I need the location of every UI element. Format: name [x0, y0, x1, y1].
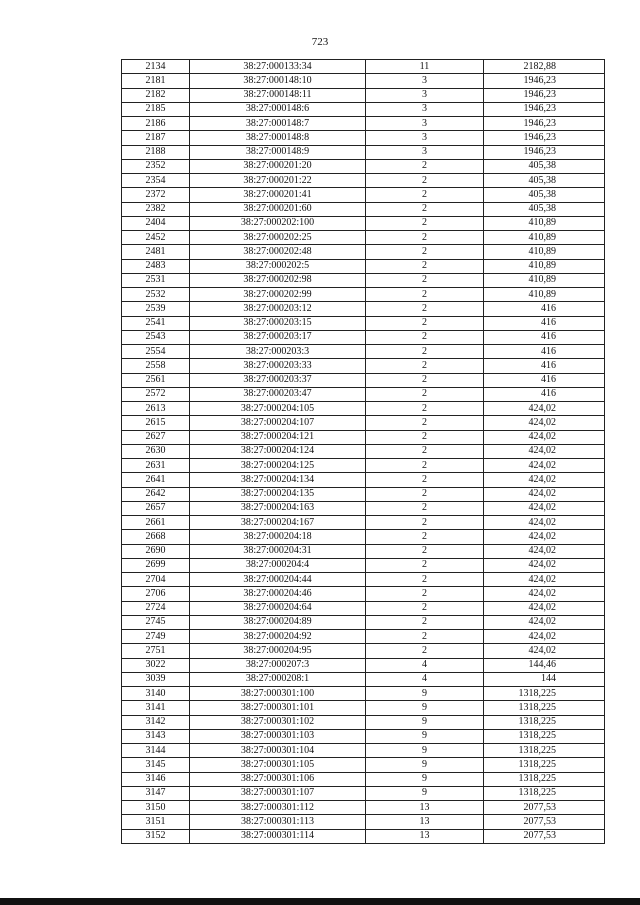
row-number-cell: 2642 — [122, 487, 190, 501]
area-cell: 424,02 — [484, 501, 605, 515]
area-cell: 416 — [484, 373, 605, 387]
cadastral-number-cell: 38:27:000204:95 — [190, 644, 366, 658]
row-number-cell: 2572 — [122, 387, 190, 401]
count-cell: 3 — [366, 131, 484, 145]
cadastral-number-cell: 38:27:000204:64 — [190, 601, 366, 615]
area-cell: 424,02 — [484, 573, 605, 587]
table-row — [122, 772, 605, 786]
area-cell: 410,89 — [484, 245, 605, 259]
table-row — [122, 687, 605, 701]
row-number-cell: 2181 — [122, 74, 190, 88]
area-cell: 1318,225 — [484, 701, 605, 715]
table-row — [122, 302, 605, 316]
table-row — [122, 715, 605, 729]
cadastral-number-cell: 38:27:000201:22 — [190, 174, 366, 188]
area-cell: 144,46 — [484, 658, 605, 672]
table-row — [122, 758, 605, 772]
cadastral-number-cell: 38:27:000204:18 — [190, 530, 366, 544]
table-row — [122, 487, 605, 501]
row-number-cell: 2615 — [122, 416, 190, 430]
table-row — [122, 131, 605, 145]
area-cell: 1318,225 — [484, 744, 605, 758]
count-cell: 2 — [366, 630, 484, 644]
row-number-cell: 3144 — [122, 744, 190, 758]
count-cell: 2 — [366, 330, 484, 344]
area-cell: 405,38 — [484, 202, 605, 216]
table-row — [122, 416, 605, 430]
cadastral-number-cell: 38:27:000202:98 — [190, 273, 366, 287]
row-number-cell: 3140 — [122, 687, 190, 701]
row-number-cell: 2543 — [122, 330, 190, 344]
area-cell: 410,89 — [484, 273, 605, 287]
count-cell: 3 — [366, 117, 484, 131]
area-cell: 424,02 — [484, 444, 605, 458]
cadastral-number-cell: 38:27:000133:34 — [190, 60, 366, 74]
table-row — [122, 444, 605, 458]
area-cell: 1318,225 — [484, 687, 605, 701]
count-cell: 9 — [366, 729, 484, 743]
cadastral-number-cell: 38:27:000148:10 — [190, 74, 366, 88]
table-row — [122, 288, 605, 302]
cadastral-number-cell: 38:27:000204:163 — [190, 501, 366, 515]
count-cell: 9 — [366, 758, 484, 772]
row-number-cell: 2668 — [122, 530, 190, 544]
area-cell: 1946,23 — [484, 102, 605, 116]
row-number-cell: 2354 — [122, 174, 190, 188]
cadastral-number-cell: 38:27:000207:3 — [190, 658, 366, 672]
count-cell: 4 — [366, 672, 484, 686]
row-number-cell: 2690 — [122, 544, 190, 558]
row-number-cell: 2539 — [122, 302, 190, 316]
count-cell: 2 — [366, 159, 484, 173]
area-cell: 424,02 — [484, 430, 605, 444]
table-row — [122, 530, 605, 544]
table-row — [122, 744, 605, 758]
area-cell: 424,02 — [484, 402, 605, 416]
table-row — [122, 188, 605, 202]
count-cell: 2 — [366, 587, 484, 601]
table-row — [122, 330, 605, 344]
count-cell: 2 — [366, 402, 484, 416]
table-row — [122, 273, 605, 287]
table-row — [122, 615, 605, 629]
area-cell: 1946,23 — [484, 117, 605, 131]
table-row — [122, 74, 605, 88]
cadastral-number-cell: 38:27:000148:9 — [190, 145, 366, 159]
area-cell: 424,02 — [484, 416, 605, 430]
count-cell: 3 — [366, 145, 484, 159]
area-cell: 424,02 — [484, 459, 605, 473]
cadastral-number-cell: 38:27:000301:102 — [190, 715, 366, 729]
cadastral-number-cell: 38:27:000203:15 — [190, 316, 366, 330]
count-cell: 13 — [366, 801, 484, 815]
row-number-cell: 2483 — [122, 259, 190, 273]
count-cell: 2 — [366, 345, 484, 359]
table-row — [122, 231, 605, 245]
count-cell: 2 — [366, 202, 484, 216]
row-number-cell: 2724 — [122, 601, 190, 615]
table-row — [122, 501, 605, 515]
cadastral-number-cell: 38:27:000148:11 — [190, 88, 366, 102]
cadastral-number-cell: 38:27:000204:92 — [190, 630, 366, 644]
area-cell: 1318,225 — [484, 715, 605, 729]
cadastral-number-cell: 38:27:000202:99 — [190, 288, 366, 302]
area-cell: 2182,88 — [484, 60, 605, 74]
count-cell: 9 — [366, 744, 484, 758]
count-cell: 2 — [366, 644, 484, 658]
count-cell: 2 — [366, 245, 484, 259]
count-cell: 2 — [366, 601, 484, 615]
table-row — [122, 544, 605, 558]
table-row — [122, 316, 605, 330]
row-number-cell: 2699 — [122, 558, 190, 572]
area-cell: 410,89 — [484, 231, 605, 245]
count-cell: 2 — [366, 516, 484, 530]
area-cell: 424,02 — [484, 644, 605, 658]
table-row — [122, 630, 605, 644]
cadastral-number-cell: 38:27:000202:48 — [190, 245, 366, 259]
row-number-cell: 2613 — [122, 402, 190, 416]
cadastral-number-cell: 38:27:000301:104 — [190, 744, 366, 758]
area-cell: 2077,53 — [484, 829, 605, 843]
table-row — [122, 829, 605, 843]
count-cell: 2 — [366, 473, 484, 487]
cadastral-number-cell: 38:27:000203:3 — [190, 345, 366, 359]
table-row — [122, 786, 605, 800]
row-number-cell: 2134 — [122, 60, 190, 74]
row-number-cell: 3022 — [122, 658, 190, 672]
row-number-cell: 2554 — [122, 345, 190, 359]
area-cell: 1946,23 — [484, 74, 605, 88]
table-row — [122, 245, 605, 259]
cadastral-number-cell: 38:27:000202:5 — [190, 259, 366, 273]
count-cell: 2 — [366, 174, 484, 188]
area-cell: 410,89 — [484, 216, 605, 230]
table-row — [122, 145, 605, 159]
row-number-cell: 2661 — [122, 516, 190, 530]
row-number-cell: 2187 — [122, 131, 190, 145]
row-number-cell: 2186 — [122, 117, 190, 131]
page-number: 723 — [311, 36, 329, 48]
count-cell: 9 — [366, 715, 484, 729]
count-cell: 2 — [366, 259, 484, 273]
count-cell: 3 — [366, 74, 484, 88]
cadastral-number-cell: 38:27:000204:135 — [190, 487, 366, 501]
row-number-cell: 2627 — [122, 430, 190, 444]
cadastral-number-cell: 38:27:000201:60 — [190, 202, 366, 216]
area-cell: 1946,23 — [484, 131, 605, 145]
cadastral-number-cell: 38:27:000208:1 — [190, 672, 366, 686]
area-cell: 416 — [484, 345, 605, 359]
area-cell: 416 — [484, 359, 605, 373]
count-cell: 2 — [366, 544, 484, 558]
count-cell: 9 — [366, 687, 484, 701]
area-cell: 424,02 — [484, 558, 605, 572]
count-cell: 4 — [366, 658, 484, 672]
cadastral-number-cell: 38:27:000204:121 — [190, 430, 366, 444]
area-cell: 410,89 — [484, 288, 605, 302]
table-row — [122, 373, 605, 387]
table-row — [122, 159, 605, 173]
table-row — [122, 430, 605, 444]
count-cell: 2 — [366, 444, 484, 458]
table-row — [122, 102, 605, 116]
cadastral-number-cell: 38:27:000148:8 — [190, 131, 366, 145]
count-cell: 2 — [366, 288, 484, 302]
row-number-cell: 2404 — [122, 216, 190, 230]
area-cell: 424,02 — [484, 530, 605, 544]
cadastral-number-cell: 38:27:000204:107 — [190, 416, 366, 430]
cadastral-number-cell: 38:27:000203:47 — [190, 387, 366, 401]
row-number-cell: 2630 — [122, 444, 190, 458]
cadastral-number-cell: 38:27:000204:124 — [190, 444, 366, 458]
row-number-cell: 2657 — [122, 501, 190, 515]
table-row — [122, 516, 605, 530]
table-row — [122, 573, 605, 587]
count-cell: 9 — [366, 786, 484, 800]
cadastral-number-cell: 38:27:000203:12 — [190, 302, 366, 316]
area-cell: 424,02 — [484, 615, 605, 629]
table-row — [122, 473, 605, 487]
count-cell: 2 — [366, 273, 484, 287]
cadastral-number-cell: 38:27:000148:7 — [190, 117, 366, 131]
area-cell: 405,38 — [484, 174, 605, 188]
cadastral-number-cell: 38:27:000203:37 — [190, 373, 366, 387]
cadastral-number-cell: 38:27:000204:4 — [190, 558, 366, 572]
row-number-cell: 3151 — [122, 815, 190, 829]
cadastral-number-cell: 38:27:000201:41 — [190, 188, 366, 202]
area-cell: 1946,23 — [484, 145, 605, 159]
table-row — [122, 601, 605, 615]
cadastral-number-cell: 38:27:000301:103 — [190, 729, 366, 743]
count-cell: 2 — [366, 459, 484, 473]
count-cell: 2 — [366, 573, 484, 587]
area-cell: 424,02 — [484, 487, 605, 501]
cadastral-number-cell: 38:27:000204:46 — [190, 587, 366, 601]
row-number-cell: 3146 — [122, 772, 190, 786]
table-row — [122, 701, 605, 715]
area-cell: 424,02 — [484, 473, 605, 487]
count-cell: 2 — [366, 359, 484, 373]
cadastral-number-cell: 38:27:000301:114 — [190, 829, 366, 843]
count-cell: 13 — [366, 815, 484, 829]
cadastral-number-cell: 38:27:000204:89 — [190, 615, 366, 629]
cadastral-number-cell: 38:27:000148:6 — [190, 102, 366, 116]
count-cell: 2 — [366, 558, 484, 572]
count-cell: 2 — [366, 316, 484, 330]
row-number-cell: 3145 — [122, 758, 190, 772]
cadastral-number-cell: 38:27:000204:44 — [190, 573, 366, 587]
cadastral-number-cell: 38:27:000301:105 — [190, 758, 366, 772]
row-number-cell: 3150 — [122, 801, 190, 815]
area-cell: 424,02 — [484, 516, 605, 530]
count-cell: 2 — [366, 615, 484, 629]
table-row — [122, 672, 605, 686]
area-cell: 405,38 — [484, 159, 605, 173]
table-body — [122, 60, 605, 844]
cadastral-number-cell: 38:27:000301:113 — [190, 815, 366, 829]
cadastral-number-cell: 38:27:000301:112 — [190, 801, 366, 815]
count-cell: 2 — [366, 487, 484, 501]
count-cell: 2 — [366, 387, 484, 401]
area-cell: 2077,53 — [484, 815, 605, 829]
cadastral-number-cell: 38:27:000301:100 — [190, 687, 366, 701]
count-cell: 11 — [366, 60, 484, 74]
row-number-cell: 2641 — [122, 473, 190, 487]
table-row — [122, 117, 605, 131]
area-cell: 1318,225 — [484, 772, 605, 786]
table-row — [122, 587, 605, 601]
count-cell: 3 — [366, 88, 484, 102]
area-cell: 1318,225 — [484, 786, 605, 800]
count-cell: 2 — [366, 501, 484, 515]
area-cell: 1318,225 — [484, 758, 605, 772]
area-cell: 1946,23 — [484, 88, 605, 102]
table-row — [122, 558, 605, 572]
cadastral-number-cell: 38:27:000301:107 — [190, 786, 366, 800]
cadastral-number-cell: 38:27:000204:105 — [190, 402, 366, 416]
count-cell: 2 — [366, 231, 484, 245]
row-number-cell: 2372 — [122, 188, 190, 202]
area-cell: 416 — [484, 330, 605, 344]
table-row — [122, 359, 605, 373]
scan-edge-bar — [0, 898, 640, 905]
data-table — [121, 59, 605, 844]
row-number-cell: 2185 — [122, 102, 190, 116]
row-number-cell: 2182 — [122, 88, 190, 102]
cadastral-number-cell: 38:27:000202:100 — [190, 216, 366, 230]
row-number-cell: 2704 — [122, 573, 190, 587]
row-number-cell: 3143 — [122, 729, 190, 743]
count-cell: 9 — [366, 701, 484, 715]
cadastral-number-cell: 38:27:000204:167 — [190, 516, 366, 530]
area-cell: 424,02 — [484, 587, 605, 601]
cadastral-number-cell: 38:27:000203:17 — [190, 330, 366, 344]
table-row — [122, 801, 605, 815]
count-cell: 2 — [366, 530, 484, 544]
table-row — [122, 658, 605, 672]
row-number-cell: 2531 — [122, 273, 190, 287]
table-row — [122, 60, 605, 74]
row-number-cell: 2749 — [122, 630, 190, 644]
row-number-cell: 3141 — [122, 701, 190, 715]
table-row — [122, 459, 605, 473]
cadastral-number-cell: 38:27:000201:20 — [190, 159, 366, 173]
row-number-cell: 3152 — [122, 829, 190, 843]
row-number-cell: 2631 — [122, 459, 190, 473]
table-row — [122, 815, 605, 829]
table-row — [122, 644, 605, 658]
table-row — [122, 88, 605, 102]
table-row — [122, 387, 605, 401]
count-cell: 9 — [366, 772, 484, 786]
table-row — [122, 259, 605, 273]
cadastral-number-cell: 38:27:000301:106 — [190, 772, 366, 786]
table-row — [122, 729, 605, 743]
cadastral-number-cell: 38:27:000204:125 — [190, 459, 366, 473]
area-cell: 410,89 — [484, 259, 605, 273]
table-row — [122, 402, 605, 416]
row-number-cell: 2561 — [122, 373, 190, 387]
count-cell: 2 — [366, 216, 484, 230]
row-number-cell: 3147 — [122, 786, 190, 800]
row-number-cell: 2751 — [122, 644, 190, 658]
row-number-cell: 2382 — [122, 202, 190, 216]
table-row — [122, 216, 605, 230]
count-cell: 3 — [366, 102, 484, 116]
row-number-cell: 2352 — [122, 159, 190, 173]
row-number-cell: 3142 — [122, 715, 190, 729]
row-number-cell: 2541 — [122, 316, 190, 330]
area-cell: 416 — [484, 387, 605, 401]
row-number-cell: 2481 — [122, 245, 190, 259]
area-cell: 424,02 — [484, 630, 605, 644]
table-row — [122, 345, 605, 359]
table-row — [122, 174, 605, 188]
count-cell: 2 — [366, 416, 484, 430]
area-cell: 2077,53 — [484, 801, 605, 815]
area-cell: 1318,225 — [484, 729, 605, 743]
count-cell: 2 — [366, 302, 484, 316]
cadastral-number-cell: 38:27:000203:33 — [190, 359, 366, 373]
table-row — [122, 202, 605, 216]
row-number-cell: 2452 — [122, 231, 190, 245]
row-number-cell: 2706 — [122, 587, 190, 601]
area-cell: 424,02 — [484, 544, 605, 558]
row-number-cell: 3039 — [122, 672, 190, 686]
count-cell: 2 — [366, 188, 484, 202]
area-cell: 424,02 — [484, 601, 605, 615]
cadastral-number-cell: 38:27:000202:25 — [190, 231, 366, 245]
count-cell: 13 — [366, 829, 484, 843]
cadastral-number-cell: 38:27:000204:134 — [190, 473, 366, 487]
cadastral-number-cell: 38:27:000204:31 — [190, 544, 366, 558]
row-number-cell: 2745 — [122, 615, 190, 629]
row-number-cell: 2188 — [122, 145, 190, 159]
area-cell: 405,38 — [484, 188, 605, 202]
area-cell: 144 — [484, 672, 605, 686]
area-cell: 416 — [484, 302, 605, 316]
area-cell: 416 — [484, 316, 605, 330]
row-number-cell: 2532 — [122, 288, 190, 302]
count-cell: 2 — [366, 373, 484, 387]
count-cell: 2 — [366, 430, 484, 444]
row-number-cell: 2558 — [122, 359, 190, 373]
cadastral-number-cell: 38:27:000301:101 — [190, 701, 366, 715]
